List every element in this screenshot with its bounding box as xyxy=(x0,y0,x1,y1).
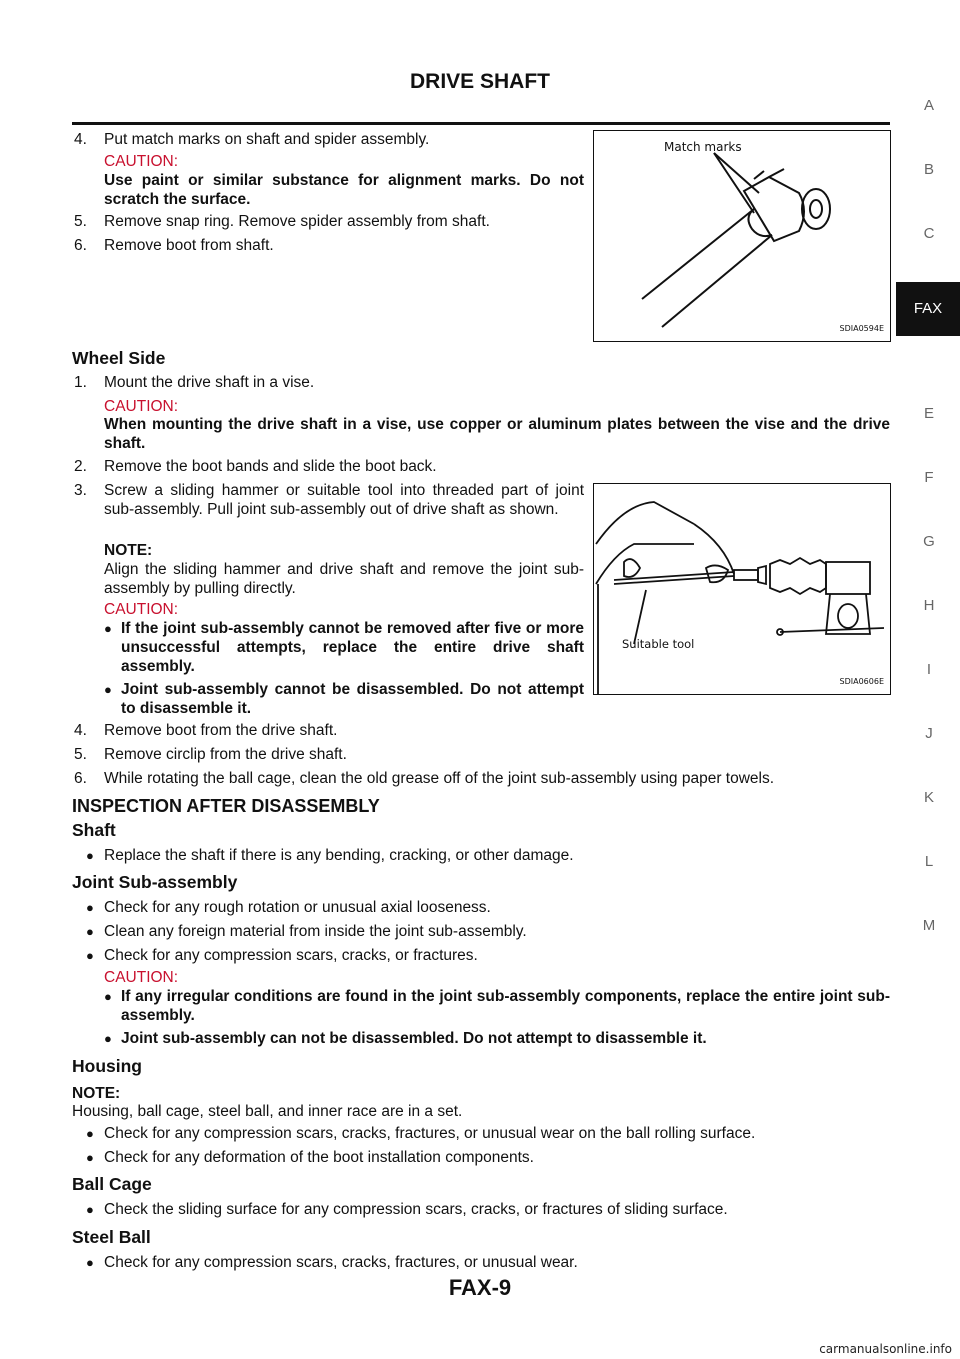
tab-f[interactable]: F xyxy=(924,469,934,486)
joint-caution-label: CAUTION: xyxy=(104,969,179,986)
caution-label: CAUTION: xyxy=(104,153,179,170)
ws-step-5: 5. Remove circlip from the drive shaft. xyxy=(74,746,347,763)
tab-a[interactable]: A xyxy=(923,97,934,114)
figure1-label: Match marks xyxy=(664,140,742,154)
tab-k[interactable]: K xyxy=(923,789,934,806)
ws-step-6: 6. While rotating the ball cage, clean the old grease off of the joint sub-assembly using paper towels. xyxy=(74,770,775,787)
ws-step-3: 3. Screw a sliding hammer or suitable tool into threaded part of joint sub-assembly. Pull joint sub-assembly out of drive shaft as shown. xyxy=(74,482,584,518)
inspection-heading: INSPECTION AFTER DISASSEMBLY xyxy=(72,796,380,816)
joint-caution-bullet-2: ● Joint sub-assembly can not be disassembled. Do not attempt to disassemble it. xyxy=(104,1030,707,1047)
bullet-icon: ● xyxy=(86,900,94,915)
figure-suitable-tool xyxy=(593,483,891,695)
tab-l[interactable]: L xyxy=(924,853,934,870)
tab-i[interactable]: I xyxy=(926,661,932,678)
bullet-icon: ● xyxy=(104,989,112,1004)
joint-bullet-3: ● Check for any compression scars, cracks, or fractures. xyxy=(86,947,478,964)
steelball-heading: Steel Ball xyxy=(72,1227,151,1247)
figure-match-marks xyxy=(593,130,891,342)
step-4: 4. Put match marks on shaft and spider assembly. xyxy=(74,131,430,148)
sliding-hammer-illustration xyxy=(594,484,890,694)
wheel-side-heading: Wheel Side xyxy=(72,348,166,368)
figure2-code: SDIA0606E xyxy=(839,677,884,686)
tab-j[interactable]: J xyxy=(925,725,933,742)
figure2-label: Suitable tool xyxy=(622,637,695,651)
ws-step-1: 1. Mount the drive shaft in a vise. xyxy=(74,374,315,391)
figure1-code: SDIA0594E xyxy=(839,324,884,333)
bullet-icon: ● xyxy=(104,621,112,636)
ws-note-label: NOTE: xyxy=(104,542,153,559)
housing-bullet-1: ● Check for any compression scars, cracks, fractures, or unusual wear on the ball rolling surface. xyxy=(86,1125,756,1142)
ws-note-text: Align the sliding hammer and drive shaft and remove the joint sub-assembly by pulling directly. xyxy=(104,561,584,597)
ws-caution1-text: When mounting the drive shaft in a vise, use copper or aluminum plates between the vise and the drive shaft. xyxy=(104,416,890,452)
ws-step-2: 2. Remove the boot bands and slide the boot back. xyxy=(74,458,437,475)
joint-caution-bullet-1: ● If any irregular conditions are found in the joint sub-assembly components, replace the entire joint sub-assembly. xyxy=(104,988,890,1024)
housing-heading: Housing xyxy=(72,1056,142,1076)
ws-caution2-label: CAUTION: xyxy=(104,601,179,618)
joint-heading: Joint Sub-assembly xyxy=(72,872,238,892)
watermark[interactable]: carmanualsonline.info xyxy=(819,1342,952,1356)
shaft-bullet: ● Replace the shaft if there is any bending, cracking, or other damage. xyxy=(86,847,574,864)
tab-m[interactable]: M xyxy=(922,917,936,934)
ws-caution1-label: CAUTION: xyxy=(104,398,179,415)
ballcage-bullet: ● Check the sliding surface for any compression scars, cracks, or fractures of sliding surface. xyxy=(86,1201,728,1218)
ws-step-4: 4. Remove boot from the drive shaft. xyxy=(74,722,338,739)
bullet-icon: ● xyxy=(86,1202,94,1217)
tab-b[interactable]: B xyxy=(923,161,934,178)
tab-g[interactable]: G xyxy=(923,533,935,550)
bullet-icon: ● xyxy=(86,1126,94,1141)
housing-note: Housing, ball cage, steel ball, and inner race are in a set. xyxy=(72,1103,463,1120)
tab-e[interactable]: E xyxy=(923,405,934,422)
bullet-icon: ● xyxy=(86,1150,94,1165)
step-6: 6. Remove boot from shaft. xyxy=(74,237,274,254)
bullet-icon: ● xyxy=(104,682,112,697)
step-5: 5. Remove snap ring. Remove spider assembly from shaft. xyxy=(74,213,490,230)
housing-bullet-2: ● Check for any deformation of the boot installation components. xyxy=(86,1149,534,1166)
tab-h[interactable]: H xyxy=(923,597,935,614)
tab-fax[interactable]: FAX xyxy=(896,282,960,336)
bullet-icon: ● xyxy=(104,1031,112,1046)
header-rule xyxy=(72,122,890,125)
page-title: DRIVE SHAFT xyxy=(409,70,550,93)
housing-note-label: NOTE: xyxy=(72,1085,121,1102)
caution-text: Use paint or similar substance for alignment marks. Do not scratch the surface. xyxy=(104,172,584,208)
ws-caution2-bullet-2: ● Joint sub-assembly cannot be disassembled. Do not attempt to disassemble it. xyxy=(104,681,584,717)
joint-bullet-2: ● Clean any foreign material from inside the joint sub-assembly. xyxy=(86,923,527,940)
bullet-icon: ● xyxy=(86,924,94,939)
bullet-icon: ● xyxy=(86,1255,94,1270)
ws-caution2-bullet-1: ● If the joint sub-assembly cannot be removed after five or more unsuccessful attempts, replace the entire drive shaft assembly. xyxy=(104,620,584,675)
page-number: FAX-9 xyxy=(448,1275,512,1300)
ballcage-heading: Ball Cage xyxy=(72,1174,152,1194)
tab-c[interactable]: C xyxy=(923,225,935,242)
match-marks-illustration xyxy=(594,131,890,341)
bullet-icon: ● xyxy=(86,948,94,963)
joint-bullet-1: ● Check for any rough rotation or unusual axial looseness. xyxy=(86,899,491,916)
bullet-icon: ● xyxy=(86,848,94,863)
steelball-bullet: ● Check for any compression scars, cracks, fractures, or unusual wear. xyxy=(86,1254,578,1271)
shaft-heading: Shaft xyxy=(72,820,116,840)
